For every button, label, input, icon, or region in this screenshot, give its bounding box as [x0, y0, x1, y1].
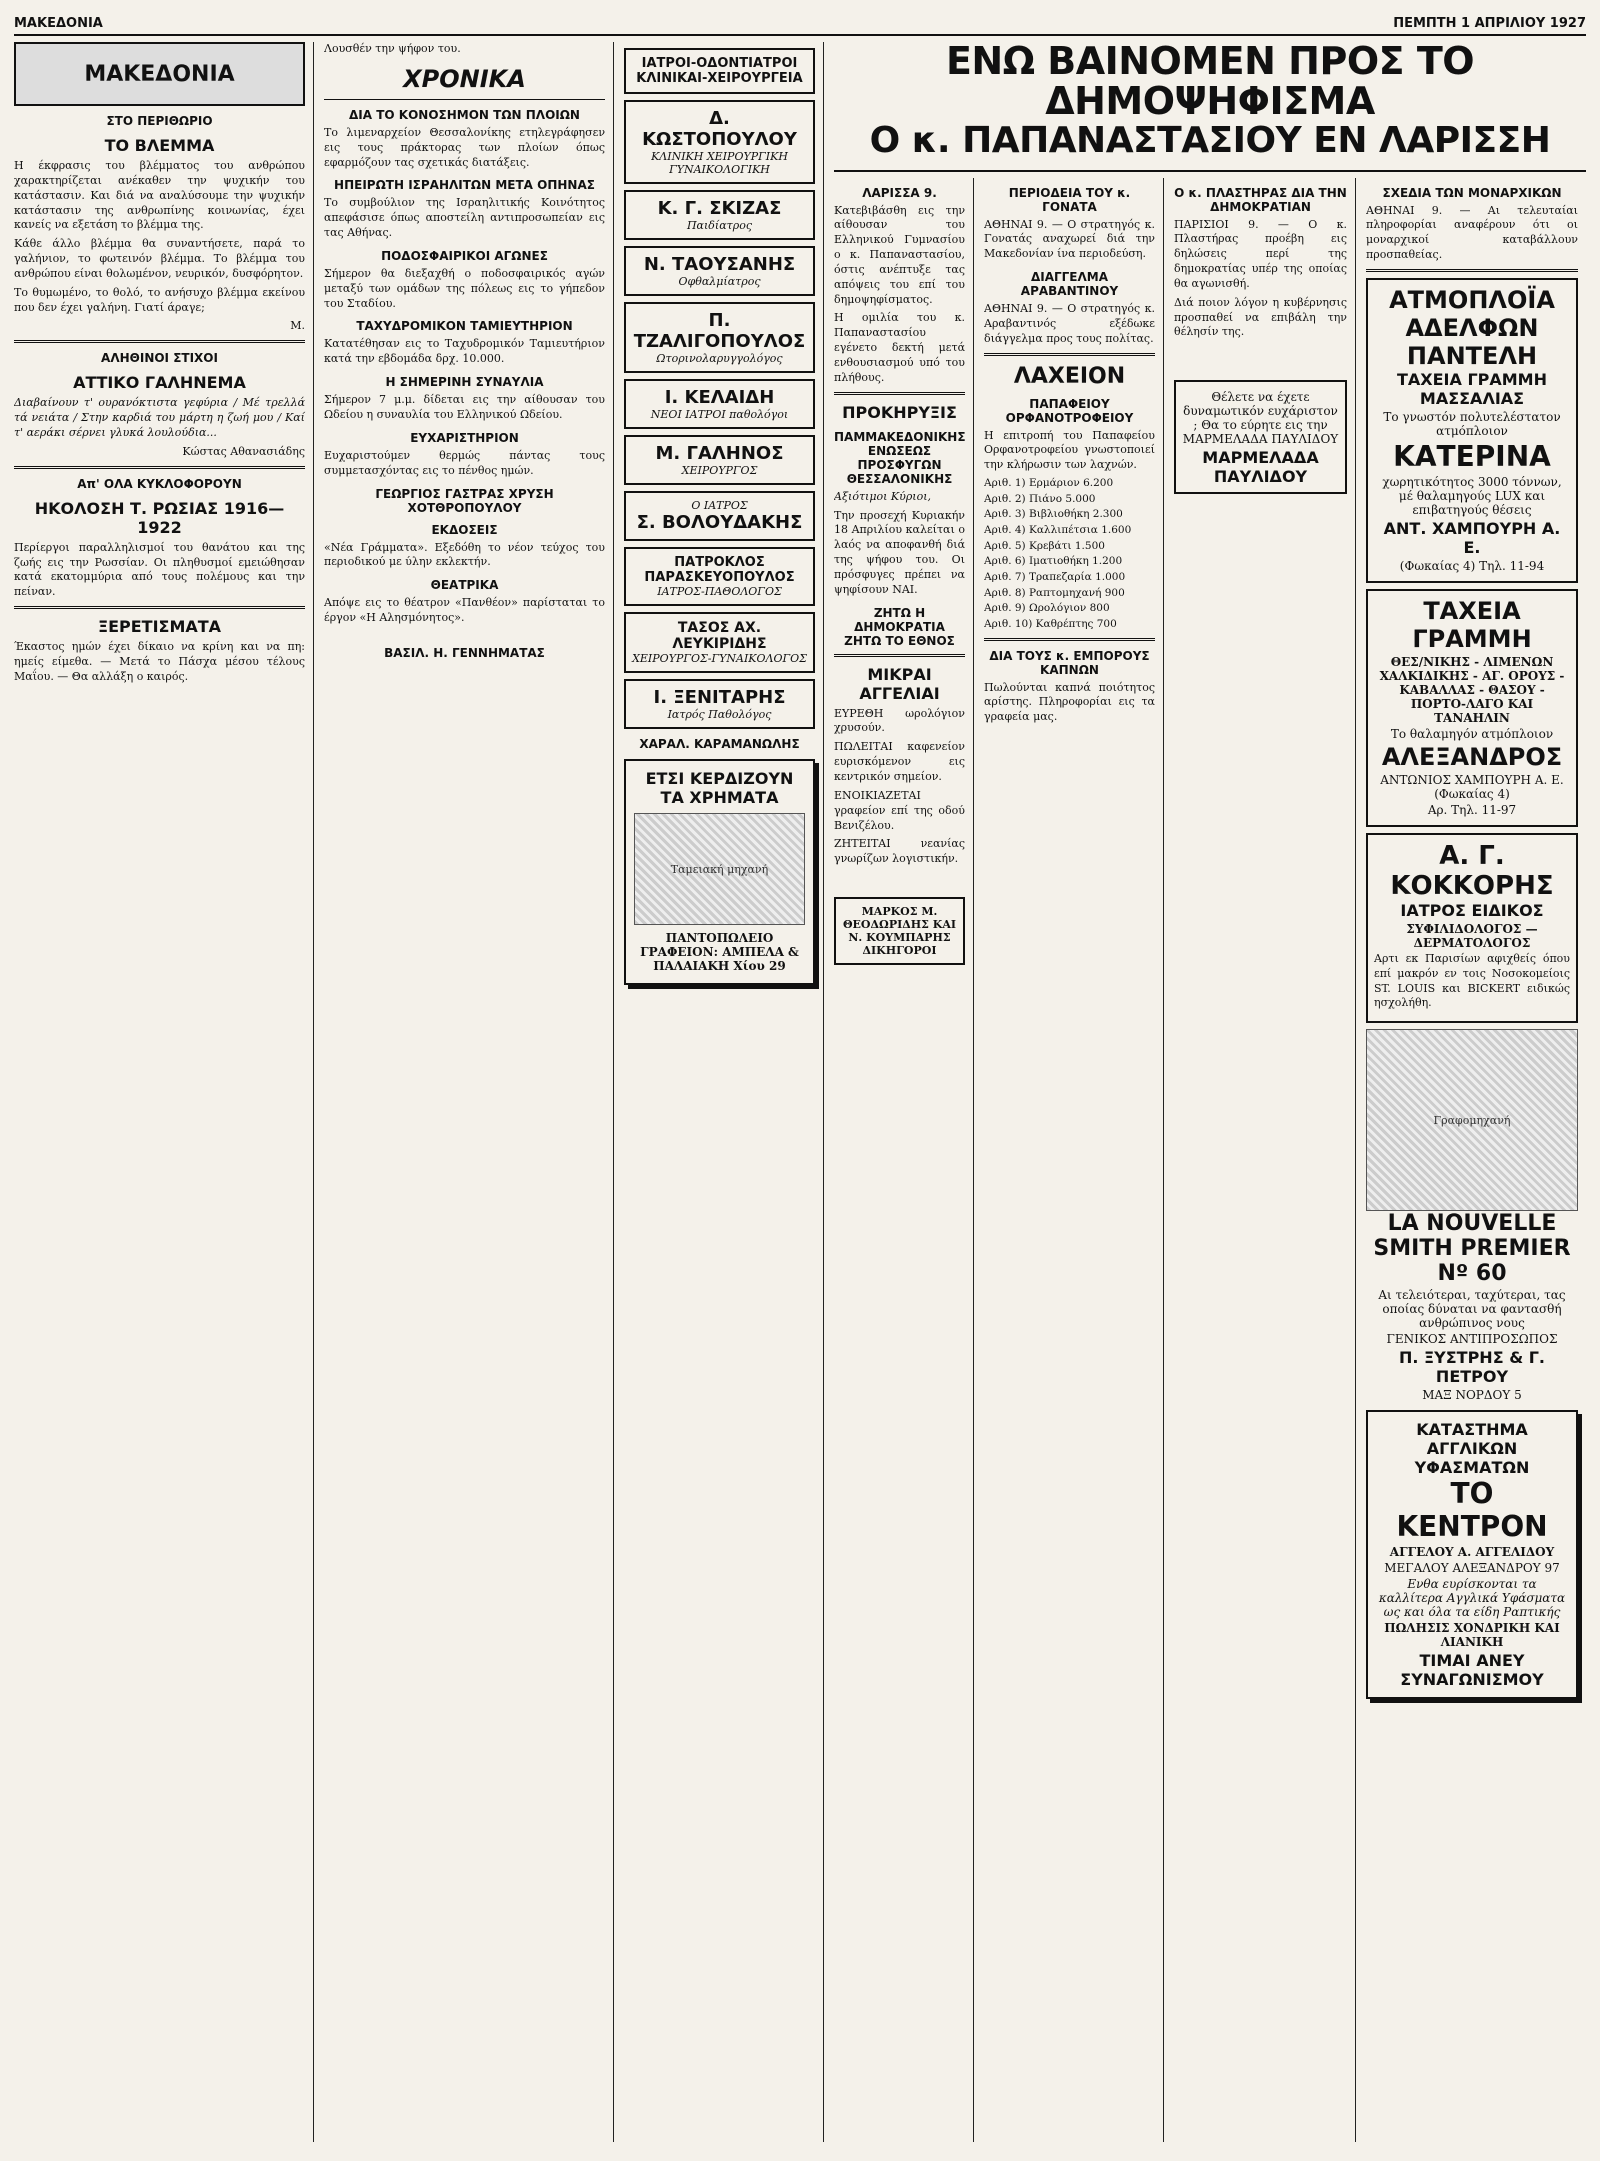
prize-item: Αριθ. 10) Καθρέπτης 700: [984, 617, 1117, 630]
divider: [984, 638, 1155, 641]
masthead-left: ΜΑΚΕΔΟΝΙΑ: [14, 15, 103, 31]
doctor-name: Μ. ΓΑΛΗΝΟΣ: [655, 443, 784, 464]
specialist-role: ΙΑΤΡΟΣ ΕΙΔΙΚΟΣ: [1400, 900, 1544, 920]
section-label: Απ' ΟΛΑ ΚΥΚΛΟΦΟΡΟΥΝ: [77, 476, 242, 491]
news-text: Σήμερον θα διεξαχθή ο ποδοσφαιρικός αγών μεταξύ των ομάδων της πόλεως εις το γήπεδον του Σταδίου.: [324, 266, 605, 310]
specialist-spec: ΣΥΦΙΛΙΔΟΛΟΓΟΣ — ΔΕΡΜΑΤΟΛΟΓΟΣ: [1406, 921, 1538, 950]
doctor-name: Ι. ΚΕΛΑΙΔΗ: [664, 387, 775, 408]
right-columns: [834, 178, 1586, 2142]
article-title: ΗΚΟΛΟΣΗ Τ. ΡΩΣΙΑΣ 1916—1922: [34, 498, 285, 537]
lawyer-names: ΜΑΡΚΟΣ Μ. ΘΕΟΔΩΡΙΔΗΣ ΚΑΙ Ν. ΚΟΥΜΠΑΡΗΣ ΔΙΚΗΓΟΡΟΙ: [842, 905, 957, 958]
poem-text: Διαβαίνουν τ' ουρανόκτιστα γεφύρια / Μέ τρελλά τά νειάτα / Στην καρδιά του μάρτη η ζωή μου / Καί τ' αεράκι σέρνει γλυκά λουλούδια...: [14, 396, 305, 439]
divider: [324, 99, 605, 100]
lawyer-ad: [834, 897, 965, 965]
proclamation-text: Την προσεχή Κυριακήν 18 Απριλίου καλείται ο λαός να αποφανθή διά της ψήφου του. Οι πρόσφυγες πρέπει να ψηφίσουν ΝΑΙ.: [834, 508, 965, 596]
small-ad: ΖΗΤΕΙΤΑΙ νεανίας γνωρίζων λογιστικήν.: [834, 837, 965, 866]
column-7: [1366, 178, 1586, 2142]
doctor-name: Π. ΤΖΑΛΙΓΟΠΟΥΛΟΣ: [633, 310, 806, 352]
ship-name: ΚΑΤΕΡΙΝΑ: [1393, 439, 1551, 473]
news-text: Απόψε εις το θέατρον «Πανθέον» παρίσταται το έργον «Η Αλησμόνητος».: [324, 596, 605, 625]
news-text: ΑΘΗΝΑΙ 9. — Ο στρατηγός κ. Αραβαντινός εξέδωκε διάγγελμα προς τους πολίτας.: [984, 302, 1155, 345]
masthead-bar: [14, 12, 1586, 36]
marmalade-ad-text: Θέλετε να έχετε δυναμωτικόν ευχάριστον ; Θα το εύρητε εις την ΜΑΡΜΕΛΑΔΑ ΠΑΥΛΙΔΟΥ: [1182, 390, 1339, 447]
news-text: «Νέα Γράμματα». Εξεδόθη το νέον τεύχος του περιοδικού με ύλην εκλεκτήν.: [324, 540, 605, 569]
column-5: [984, 178, 1164, 2142]
divider: [834, 392, 965, 395]
column-2: [324, 42, 614, 2142]
poem-author: Κώστας Αθανασιάδης: [182, 444, 305, 458]
doctor-ad: [624, 612, 815, 673]
doctor-ad: [624, 100, 815, 184]
news-text: Ευχαριστούμεν θερμώς πάντας τους συμμετασχόντας εις το πένθος ημών.: [324, 448, 605, 477]
proclamation-subtitle: ΠΑΜΜΑΚΕΔΟΝΙΚΗΣ ΕΝΩΣΕΩΣ ΠΡΟΣΦΥΓΩΝ ΘΕΣΣΑΛΟΝΙΚΗΣ: [834, 429, 966, 486]
news-title: ΤΑΧΥΔΡΟΜΙΚΟΝ ΤΑΜΙΕΥΤΗΡΙΟΝ: [356, 319, 573, 334]
article-title: ΞΕΡΕΤΙΣΜΑΤΑ: [97, 617, 222, 637]
small-ad: ΕΝΟΙΚΙΑΖΕΤΑΙ γραφείον επί της οδού Βενιζέλου.: [834, 788, 965, 832]
typewriter-agent: Π. ΞΥΣΤΡΗΣ & Γ. ΠΕΤΡΟΥ: [1399, 1348, 1545, 1387]
column-3: [624, 42, 824, 2142]
article-paragraph: Έκαστος ημών έχει δίκαιο να κρίνη και να πη: ημείς είμεθα. — Μετά το Πάσχα μέσου τέλους Μαΐου. — Θα αλλάξη ο καιρός.: [14, 640, 305, 683]
doctor-name: Δ. ΚΩΣΤΟΠΟΥΛΟΥ: [642, 108, 797, 150]
news-text: ΑΘΗΝΑΙ 9. — Αι τελευταίαι πληροφορίαι αναφέρουν ότι οι μοναρχικοί καταβάλλουν προσπαθείας.: [1366, 203, 1578, 262]
typewriter-address: ΜΑΞ ΝΟΡΔΟΥ 5: [1422, 1388, 1522, 1403]
news-title: ΕΥΧΑΡΙΣΤΗΡΙΟΝ: [410, 430, 519, 445]
news-title: ΔΙΑ ΤΟ ΚΟΝΟΣΗΜΟΝ ΤΩΝ ΠΛΟΙΩΝ: [349, 107, 580, 122]
store-address: ΜΕΓΑΛΟΥ ΑΛΕΞΑΝΔΡΟΥ 97: [1384, 1561, 1560, 1576]
article-title: ΤΟ ΒΛΕΜΜΑ: [104, 136, 215, 155]
doctor-ad: [624, 491, 815, 541]
divider: [1366, 269, 1578, 272]
column-grid: [14, 39, 1586, 2142]
news-title: ΗΠΕΙΡΩΤΗ ΙΣΡΑΗΛΙΤΩΝ ΜΕΤΑ ΟΠΗΝΑΣ: [334, 178, 595, 193]
headline-line-1: ΕΝΩ ΒΑΙΝΟΜΕΝ ΠΡΟΣ ΤΟ ΔΗΜΟΨΗΦΙΣΜΑ: [945, 39, 1475, 123]
news-text: Το συμβούλιον της Ισραηλιτικής Κοινότητος απεφάσισε όπως αποστείλη αντιπροσωπείαν εις τας Αθήνας.: [324, 196, 605, 240]
doctor-ad: [624, 302, 815, 373]
doctor-name: ΤΑΣΟΣ ΑΧ. ΛΕΥΚΙΡΙΔΗΣ: [672, 620, 767, 652]
prize-item: Αριθ. 8) Ραπτομηχανή 900: [984, 586, 1125, 599]
doctor-role: ΧΕΙΡΟΥΡΓΟΣ-ΓΥΝΑΙΚΟΛΟΓΟΣ: [632, 652, 807, 665]
section-label: ΑΛΗΘΙΝΟΙ ΣΤΙΧΟΙ: [101, 351, 218, 366]
typewriter-rep: ΓΕΝΙΚΟΣ ΑΝΤΙΠΡΟΣΩΠΟΣ: [1386, 1332, 1558, 1347]
news-title: ΠΟΔΟΣΦΑΙΡΙΚΟΙ ΑΓΩΝΕΣ: [381, 248, 548, 263]
prize-item: Αριθ. 6) Ιματιοθήκη 1.200: [984, 555, 1123, 568]
article-paragraph: Λουσθέν την ψήφον του.: [324, 42, 461, 55]
prize-list: [984, 477, 1155, 631]
shipping-agent-phone: (Φωκαίας 4) Τηλ. 11-94: [1399, 558, 1545, 573]
column-4: [834, 178, 974, 2142]
doctor-name: Ι. ΞΕΝΙΤΑΡΗΣ: [653, 687, 786, 708]
typewriter-illustration: Γραφομηχανή: [1366, 1029, 1578, 1211]
store-name: ΤΟ ΚΕΝΤΡΟΝ: [1396, 1477, 1548, 1544]
news-text: Σήμερον 7 μ.μ. δίδεται εις την αίθουσαν του Ωδείου η συναυλία του Ελληνικού Ωδείου.: [324, 393, 605, 421]
line-phone: Αρ. Τηλ. 11-97: [1427, 802, 1517, 817]
shipping-intro: Το γνωστόν πολυτελέστατον ατμόπλοιον: [1383, 409, 1561, 438]
doctor-ad: [624, 435, 815, 485]
small-ad: ΕΥΡΕΘΗ ωρολόγιον χρυσούν.: [834, 706, 965, 735]
news-title: ΠΕΡΙΟΔΕΙΑ ΤΟΥ κ. ΓΟΝΑΤΑ: [1008, 185, 1131, 214]
news-text: Κατατέθησαν εις το Ταχυδρομικόν Ταμιευτήριον κατά την εβδομάδα δρχ. 10.000.: [324, 337, 605, 366]
news-title: Η ΣΗΜΕΡΙΝΗ ΣΥΝΑΥΛΙΑ: [385, 375, 544, 390]
column-footer: ΒΑΣΙΛ. Η. ΓΕΝΝΗΜΑΤΑΣ: [384, 645, 545, 660]
cash-register-ad: [624, 759, 815, 985]
lottery-title: ΛΑΧΕΙΟΝ: [1013, 363, 1126, 389]
divider: [14, 466, 305, 469]
ad-address: ΠΑΝΤΟΠΩΛΕΙΟ ΓΡΑΦΕΙΟΝ: ΑΜΠΕΛΑ & ΠΑΛΑΙΑΚΗ Χίου 29: [640, 931, 799, 973]
article-signature: Μ.: [290, 319, 305, 333]
doctor-ad: [624, 679, 815, 729]
dateline: ΛΑΡΙΣΣΑ 9.: [862, 185, 937, 200]
article-paragraph: Κάθε άλλο βλέμμα θα συναντήσετε, παρά το γαλήνιον, το φωτεινόν βλέμμα. Το βλέμμα του ανθρώπου είναι θολωμένον, νευρικόν, δυσφόρητον.: [14, 237, 305, 280]
store-text: Ενθα ευρίσκονται τα καλλίτερα Αγγλικά Υφάσματα ως και όλα τα είδη Ραπτικής: [1378, 1577, 1566, 1620]
doctor-list: [624, 100, 815, 729]
news-title: ΘΕΑΤΡΙΚΑ: [430, 578, 499, 593]
section-label: ΣΤΟ ΠΕΡΙΘΩΡΙΟ: [106, 114, 213, 128]
doctor-name: ΠΑΤΡΟΚΛΟΣ ΠΑΡΑΣΚΕΥΟΠΟΥΛΟΣ: [644, 555, 795, 585]
lottery-text: Η επιτροπή του Παπαφείου Ορφανοτροφείου γνωστοποιεί την κλήρωσιν των λαχνών.: [984, 428, 1155, 472]
doctor-ad: [624, 246, 815, 296]
prize-item: Αριθ. 2) Πιάνο 5.000: [984, 492, 1096, 505]
divider: [834, 654, 965, 657]
doctor-name: Ν. ΤΑΟΥΣΑΝΗΣ: [643, 254, 796, 275]
shipping-agent: ΑΝΤ. ΧΑΜΠΟΥΡΗ Α. Ε.: [1383, 518, 1561, 557]
store-prices: ΤΙΜΑΙ ΑΝΕΥ ΣΥΝΑΓΩΝΙΣΜΟΥ: [1400, 1651, 1544, 1690]
prize-item: Αριθ. 4) Καλλιπέτσια 1.600: [984, 524, 1132, 537]
news-text: Πωλούνται καπνά ποιότητος αρίστης. Πληροφορίαι εις τα γραφεία μας.: [984, 680, 1155, 724]
newspaper-logo: ΜΑΚΕΔΟΝΙΑ: [14, 42, 305, 106]
divider: [14, 606, 305, 609]
doctor-ad: [624, 379, 815, 429]
news-text: Κατεβιβάσθη εις την αίθουσαν του Ελληνικού Γυμνασίου ο κ. Παπαναστασίου, όστις ανέπτυξε τας απόψεις του επί του δημοψηφίσματος.: [834, 203, 965, 306]
specialist-text: Αρτι εκ Παρισίων αφιχθείς όπου επί μακρόν εν τοις Νοσοκομείοις ST. LOUIS και BICKERT ειδικώς ησχολήθη.: [1374, 951, 1570, 1010]
proclamation-greeting: Αξιότιμοι Κύριοι,: [834, 489, 932, 503]
proclamation-title: ΠΡΟΚΗΡΥΞΙΣ: [842, 402, 957, 422]
small-ads-title: ΜΙΚΡΑΙ ΑΓΓΕΛΙΑΙ: [859, 664, 940, 703]
headline-line-2: Ο κ. ΠΑΠΑΝΑΣΤΑΣΙΟΥ ΕΝ ΛΑΡΙΣΣΗ: [869, 119, 1551, 161]
cash-register-illustration: Ταμειακή μηχανή: [634, 813, 805, 925]
doctor-role: Οφθαλμίατρος: [678, 275, 761, 288]
line-title: ΤΑΧΕΙΑ ΓΡΑΜΜΗ: [1412, 596, 1532, 653]
poem-title: ΑΤΤΙΚΟ ΓΑΛΗΝΕΜΑ: [73, 373, 246, 393]
doctors-header-box: ΙΑΤΡΟΙ-ΟΔΟΝΤΙΑΤΡΟΙ ΚΛΙΝΙΚΑΙ-ΧΕΙΡΟΥΡΓΕΙΑ: [624, 48, 815, 94]
news-text: Διά ποιον λόγον η κυβέρνησις προσπαθεί να επιβάλη την θέλησίν της.: [1174, 295, 1347, 339]
article-paragraph: Το θυμωμένο, το θολό, το ανήσυχο βλέμμα εκείνου που δεν έχει γαλήνη. Γιατί άραγε;: [14, 285, 305, 314]
doctor-name: Σ. ΒΟΛΟΥΔΑΚΗΣ: [636, 512, 803, 533]
doctor-name: Κ. Γ. ΣΚΙΖΑΣ: [657, 198, 782, 219]
news-title: ΔΙΑΓΓΕΛΜΑ ΑΡΑΒΑΝΤΙΝΟΥ: [1020, 270, 1119, 299]
shipping-text: χωρητικότητος 3000 τόννων, μέ θαλαμηγούς LUX και επιβατηγούς θέσεις: [1382, 474, 1562, 517]
typewriter-text: Αι τελειότεραι, ταχύτεραι, τας οποίας δύναται να φαντασθή ανθρώπινος νους: [1378, 1288, 1566, 1331]
small-ad: ΠΩΛΕΙΤΑΙ καφενείον ευρισκόμενον εις κεντρικόν σημείον.: [834, 740, 965, 783]
store-sale: ΠΩΛΗΣΙΣ ΧΟΝΔΡΙΚΗ ΚΑΙ ΛΙΑΝΙΚΗ: [1384, 1621, 1560, 1650]
section-title: ΧΡΟΝΙΚΑ: [403, 64, 526, 93]
news-text: ΑΘΗΝΑΙ 9. — Ο στρατηγός κ. Γονατάς αναχωρεί διά την Μακεδονίαν ίνα περιοδεύση.: [984, 217, 1155, 261]
doctor-ad: [624, 547, 815, 606]
ad-small-title: ΧΑΡΑΛ. ΚΑΡΑΜΑΝΩΛΗΣ: [639, 737, 800, 751]
news-text: ΠΑΡΙΣΙΟΙ 9. — Ο κ. Πλαστήρας προέβη εις δηλώσεις περί της δημοκρατίας υπέρ της οποίας θα αγωνισθή.: [1174, 217, 1347, 290]
news-text: Η ομιλία του κ. Παπαναστασίου εγένετο δεκτή μετά ενθουσιασμού υπό του πλήθους.: [834, 311, 965, 384]
doctor-role: Παιδίατρος: [686, 219, 753, 232]
news-title: ΕΚΔΟΣΕΙΣ: [431, 522, 498, 537]
marmalade-ad: [1174, 380, 1347, 494]
shipping-ad: [1366, 278, 1578, 583]
article-paragraph: Περίεργοι παραλληλισμοί του θανάτου και της ζωής εις την Ρωσσίαν. Οι πληθυσμοί εμειώθησαν κατά εκατομμύρια από τους πολέμους και την πείναν.: [14, 540, 305, 599]
news-title: ΣΧΕΔΙΑ ΤΩΝ ΜΟΝΑΡΧΙΚΩΝ: [1382, 185, 1562, 200]
main-headline: [834, 39, 1586, 172]
prize-item: Αριθ. 7) Τραπεζαρία 1.000: [984, 571, 1126, 584]
prize-item: Αριθ. 1) Ερμάριον 6.200: [984, 477, 1114, 490]
store-owner: ΑΓΓΕΛΟΥ Α. ΑΓΓΕΛΙΔΟΥ: [1389, 1545, 1555, 1560]
doctor-role: ΧΕΙΡΟΥΡΓΟΣ: [681, 464, 758, 477]
news-title: ΓΕΩΡΓΙΟΣ ΓΑΣΤΡΑΣ ΧΡΥΣΗ ΧΟΤΘΡΟΠΟΥΛΟΥ: [375, 486, 554, 515]
doctor-role: Ιατρός Παθολόγος: [667, 708, 772, 721]
line-ship-name: ΑΛΕΞΑΝΔΡΟΣ: [1381, 742, 1563, 771]
prize-item: Αριθ. 5) Κρεβάτι 1.500: [984, 539, 1105, 552]
news-title: ΔΙΑ ΤΟΥΣ κ. ΕΜΠΟΡΟΥΣ ΚΑΠΝΩΝ: [989, 648, 1150, 677]
prize-item: Αριθ. 3) Βιβλιοθήκη 2.300: [984, 508, 1123, 521]
issue-date: ΠΕΜΠΤΗ 1 ΑΠΡΙΛΙΟΥ 1927: [1393, 15, 1586, 31]
marmalade-ad-title: ΜΑΡΜΕΛΑΔΑ ΠΑΥΛΙΔΟΥ: [1202, 448, 1319, 487]
news-text: Το λιμεναρχείον Θεσσαλονίκης ετηλεγράφησεν εις τους πράκτορας των πλοίων όπως εφαρμόζουν τας σχετικάς διατάξεις.: [324, 125, 605, 169]
line-intro: Το θαλαμηγόν ατμόπλοιον: [1390, 726, 1554, 741]
specialist-name: Α. Γ. ΚΟΚΚΟΡΗΣ: [1390, 840, 1554, 901]
fabric-store-ad: [1366, 1410, 1578, 1699]
proclamation-close: ΖΗΤΩ Η ΔΗΜΟΚΡΑΤΙΑ ΖΗΤΩ ΤΟ ΕΘΝΟΣ: [844, 605, 955, 648]
divider: [14, 340, 305, 343]
lottery-subtitle: ΠΑΠΑΦΕΙΟΥ ΟΡΦΑΝΟΤΡΟΦΕΙΟΥ: [1005, 396, 1134, 425]
line-route: ΘΕΣ/ΝΙΚΗΣ - ΛΙΜΕΝΩΝ ΧΑΛΚΙΔΙΚΗΣ - ΑΓ. ΟΡΟΥΣ - ΚΑΒΑΛΛΑΣ - ΘΑΣΟΥ - ΠΟΡΤΟ-ΛΑΓΟ ΚΑΙ ΤΑΝΑΗΛΙΝ: [1379, 654, 1565, 725]
ad-title: ΕΤΣΙ ΚΕΡΔΙΖΟΥΝ ΤΑ ΧΡΗΜΑΤΑ: [645, 769, 794, 807]
doctor-role: ΙΑΤΡΟΣ-ΠΑΘΟΛΟΓΟΣ: [657, 585, 782, 598]
doctor-role: ΝΕΟΙ ΙΑΤΡΟΙ παθολόγοι: [650, 408, 789, 421]
doctor-role: Ωτορινολαρυγγολόγος: [656, 352, 783, 365]
news-title: Ο κ. ΠΛΑΣΤΗΡΑΣ ΔΙΑ ΤΗΝ ΔΗΜΟΚΡΑΤΙΑΝ: [1174, 185, 1347, 214]
divider: [984, 353, 1155, 356]
doctor-role: Ο ΙΑΤΡΟΣ: [691, 499, 748, 512]
article-paragraph: Η έκφρασις του βλέμματος του ανθρώπου χαρακτηρίζεται ανέκαθεν την ψυχικήν του κατάστασιν. Και διά να αναλύσουμε την ψυχικήν κατάστασιν της ανθρωπίνης κοινωνίας, έχει κανείς να εξετάση το βλέμμα της.: [14, 159, 305, 232]
column-1: [14, 42, 314, 2142]
right-block: [834, 39, 1586, 2142]
prize-item: Αριθ. 9) Ωρολόγιον 800: [984, 602, 1110, 615]
line-agent: ΑΝΤΩΝΙΟΣ ΧΑΜΠΟΥΡΗ Α. Ε. (Φωκαίας 4): [1380, 772, 1564, 801]
store-title: ΚΑΤΑΣΤΗΜΑ ΑΓΓΛΙΚΩΝ ΥΦΑΣΜΑΤΩΝ: [1414, 1420, 1530, 1478]
typewriter-title: LA NOUVELLE SMITH PREMIER Nº 60: [1373, 1211, 1571, 1287]
column-6: [1174, 178, 1356, 2142]
doctor-ad: [624, 190, 815, 240]
shipping-subtitle: ΤΑΧΕΙΑ ΓΡΑΜΜΗ ΜΑΣΣΑΛΙΑΣ: [1396, 369, 1547, 408]
doctor-role: ΚΛΙΝΙΚΗ ΧΕΙΡΟΥΡΓΙΚΗ ΓΥΝΑΙΚΟΛΟΓΙΚΗ: [651, 150, 788, 176]
shipping-line-ad: [1366, 589, 1578, 827]
shipping-title: ΑΤΜΟΠΛΟΪΑ ΑΔΕΛΦΩΝ ΠΑΝΤΕΛΗ: [1389, 285, 1555, 370]
doctor-specialist-ad: [1366, 833, 1578, 1023]
